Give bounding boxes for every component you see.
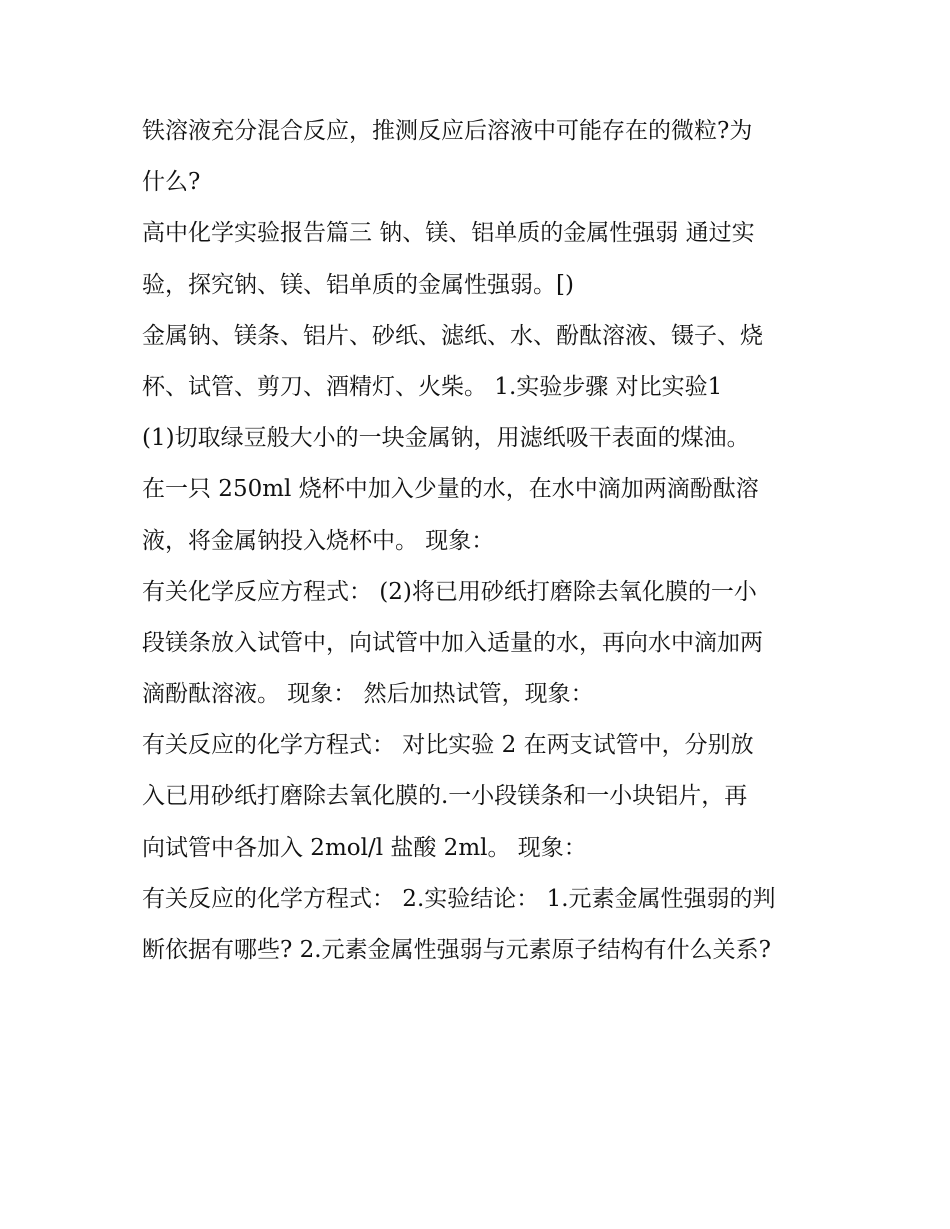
text-line: 有关反应的化学方程式： 对比实验 2 在两支试管中，分别放 [142, 732, 754, 759]
text-line: 液，将金属钠投入烧杯中。 现象： [142, 527, 495, 554]
text-line: 金属钠、镁条、铝片、砂纸、滤纸、水、酚酞溶液、镊子、烧 [142, 322, 763, 349]
text-line: 有关化学反应方程式： (2)将已用砂纸打磨除去氧化膜的一小 [142, 578, 757, 605]
text-line: 在一只 250ml 烧杯中加入少量的水，在水中滴加两滴酚酞溶 [142, 476, 759, 503]
text-line: 有关反应的化学方程式： 2.实验结论： 1.元素金属性强弱的判 [142, 885, 776, 912]
document-body [142, 106, 822, 976]
text-line: 段镁条放入试管中，向试管中加入适量的水，再向水中滴加两 [142, 629, 763, 656]
text-line: 杯、试管、剪刀、酒精灯、火柴。 1.实验步骤 对比实验1 [142, 373, 723, 400]
text-line: 验，探究钠、镁、铝单质的金属性强弱。[) [142, 271, 574, 298]
text-line: 什么? [142, 169, 201, 196]
text-line: (1)切取绿豆般大小的一块金属钠，用滤纸吸干表面的煤油。 [142, 425, 750, 452]
text-line: 滴酚酞溶液。 现象： 然后加热试管，现象： [142, 681, 594, 708]
text-line: 断依据有哪些? 2.元素金属性强弱与元素原子结构有什么关系? [142, 937, 771, 963]
text-line: 铁溶液充分混合反应，推测反应后溶液中可能存在的微粒?为 [142, 118, 753, 144]
text-line: 入已用砂纸打磨除去氧化膜的.一小段镁条和一小块铝片，再 [142, 783, 748, 810]
text-line: 向试管中各加入 2mol/l 盐酸 2ml。 现象： [142, 834, 587, 861]
text-line: 高中化学实验报告篇三 钠、镁、铝单质的金属性强弱 通过实 [142, 220, 755, 247]
